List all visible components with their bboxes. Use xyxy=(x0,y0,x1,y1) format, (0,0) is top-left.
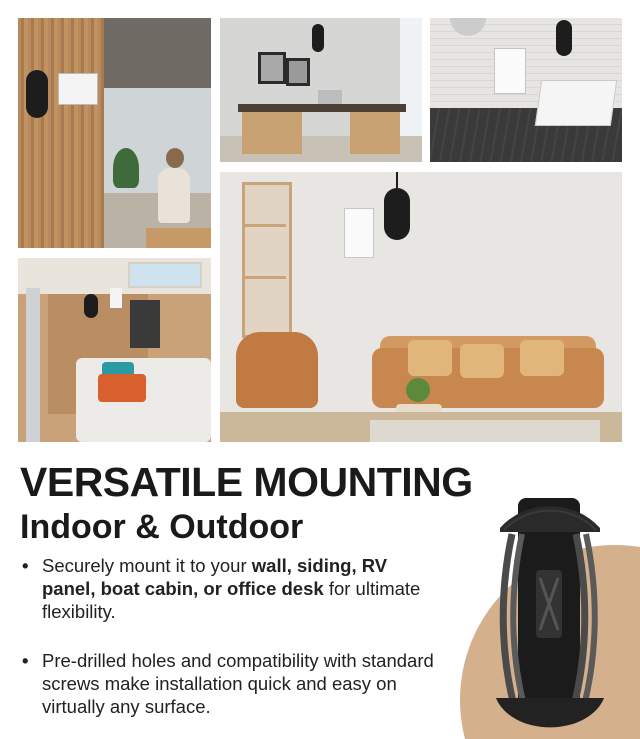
router-device xyxy=(58,73,98,105)
cable-mount-product-icon xyxy=(430,470,640,739)
cable-mount xyxy=(556,20,572,56)
feature-bullet: • Securely mount it to your wall, siding, RV panel, boat cabin, or office desk for ultimate flexibility. xyxy=(20,554,440,623)
product-image xyxy=(430,470,640,739)
cable-mount xyxy=(84,294,98,318)
router-device xyxy=(110,288,122,308)
cable-mount xyxy=(26,70,48,118)
cable-mount xyxy=(384,188,410,240)
cable-mount xyxy=(312,24,324,52)
satellite-dish xyxy=(535,80,617,126)
feature-bullet-list xyxy=(20,554,440,718)
router-device xyxy=(344,208,374,258)
photo-outdoor-deck xyxy=(430,18,622,162)
photo-living-room xyxy=(220,172,622,442)
router-device xyxy=(494,48,526,94)
subheadline: Indoor & Outdoor xyxy=(20,508,304,546)
photo-office-wood-wall xyxy=(18,18,211,248)
feature-bullet: • Pre-drilled holes and compatibility with standard screws make installation quick and easy on virtually any surface. xyxy=(20,649,440,718)
photo-rv-interior xyxy=(18,258,211,442)
photo-home-office-desk xyxy=(220,18,422,162)
headline: VERSATILE MOUNTING xyxy=(20,459,473,505)
